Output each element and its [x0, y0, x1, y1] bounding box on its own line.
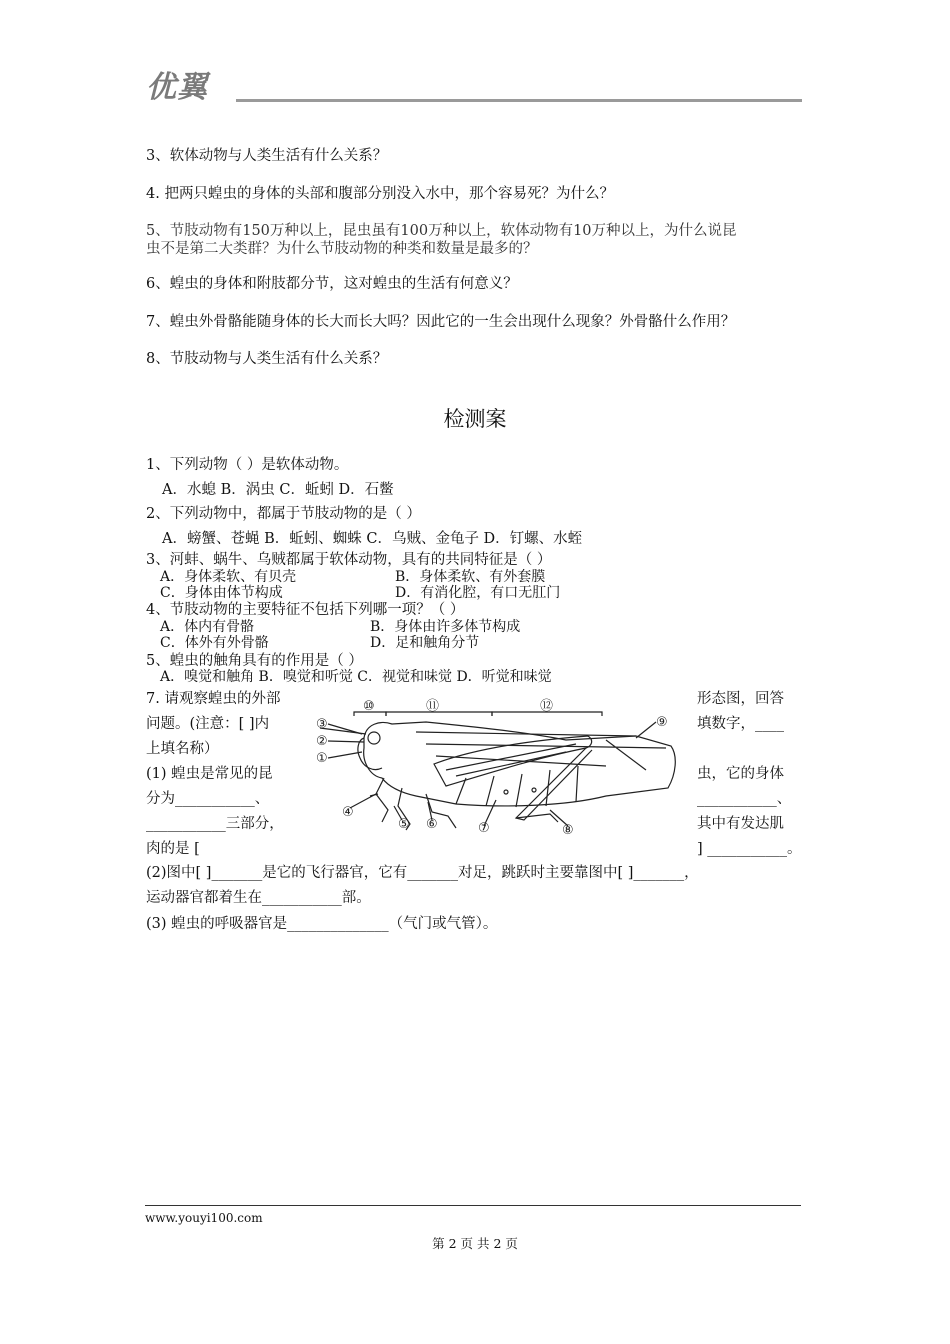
test-q7-left-2: 问题。(注意：[ ]内 — [146, 716, 270, 732]
study-question-6: 6、蝗虫的身体和附肢都分节，这对蝗虫的生活有何意义？ — [146, 276, 518, 292]
figure-label-11: ⑪ — [426, 699, 440, 714]
header-rule — [236, 99, 802, 102]
footer-rule — [145, 1205, 801, 1206]
study-question-4: 4. 把两只蝗虫的身体的头部和腹部分别没入水中，那个容易死？为什么？ — [146, 186, 614, 202]
test-q3-stem: 3、河蚌、蜗牛、乌贼都属于软体动物，具有的共同特征是（ ） — [146, 552, 552, 568]
test-q7-left-6: ___________三部分， — [146, 816, 284, 832]
test-q2-stem: 2、下列动物中，都属于节肢动物的是（ ） — [146, 506, 421, 522]
test-q7-right-7: ] ___________。 — [697, 841, 802, 857]
footer-page-number: 第 2 页 共 2 页 — [432, 1236, 518, 1251]
footer-url: www.youyi100.com — [145, 1211, 263, 1225]
test-q3-option-a: A．身体柔软、有贝壳 — [160, 569, 297, 585]
test-q7-right-2: 填数字，____ — [697, 716, 784, 732]
logo: 优翼 — [146, 70, 208, 105]
grasshopper-figure — [306, 696, 690, 844]
test-q3-option-b: B．身体柔软、有外套膜 — [395, 569, 546, 585]
test-q7-sub2-line1: (2)图中[ ]_______是它的飞行器官，它有_______对足，跳跃时主要靠图中[ ]_______， — [146, 865, 699, 881]
test-q1-options: A．水螅 B．涡虫 C．蚯蚓 D．石鳖 — [162, 482, 394, 498]
test-q4-option-a: A．体内有骨骼 — [160, 619, 255, 635]
figure-label-6: ⑥ — [426, 817, 438, 832]
test-q7-left-7: 肉的是 [ — [146, 841, 200, 857]
test-q4-option-c: C．体外有外骨骼 — [160, 635, 269, 651]
test-q4-stem: 4、节肢动物的主要特征不包括下列哪一项？（ ） — [146, 602, 465, 618]
test-q7-sub2-line2: 运动器官都着生在___________部。 — [146, 890, 371, 906]
figure-label-1: ① — [316, 751, 328, 766]
test-q7-right-5: ___________、 — [697, 791, 792, 807]
figure-label-5: ⑤ — [398, 817, 410, 832]
figure-label-9: ⑨ — [656, 715, 668, 730]
study-question-8: 8、节肢动物与人类生活有什么关系？ — [146, 351, 388, 367]
figure-label-2: ② — [316, 734, 328, 749]
test-q5-options: A．嗅觉和触角 B．嗅觉和听觉 C．视觉和味觉 D．听觉和味觉 — [160, 669, 552, 685]
test-q7-sub3: (3) 蝗虫的呼吸器官是______________（气门或气管）。 — [146, 916, 498, 932]
study-question-5-line1: 5、节肢动物有150万种以上，昆虫虽有100万种以上，软体动物有10万种以上，为什么说昆 — [146, 223, 737, 239]
test-q4-option-b: B．身体由许多体节构成 — [370, 619, 521, 635]
test-q7-left-1: 7. 请观察蝗虫的外部 — [146, 691, 281, 707]
test-q3-option-d: D．有消化腔，有口无肛门 — [395, 585, 561, 601]
test-q3-option-c: C．身体由体节构成 — [160, 585, 283, 601]
test-q2-options: A．螃蟹、苍蝇 B．蚯蚓、蜘蛛 C．乌贼、金龟子 D．钉螺、水蛭 — [162, 531, 583, 547]
test-q7-left-3: 上填名称） — [146, 741, 219, 757]
test-q7-right-1: 形态图，回答 — [697, 691, 784, 707]
study-question-5-line2: 虫不是第二大类群？为什么节肢动物的种类和数量是最多的？ — [146, 241, 538, 257]
test-q7-left-5: 分为___________、 — [146, 791, 270, 807]
test-q7-left-4: (1) 蝗虫是常见的昆 — [146, 766, 273, 782]
figure-label-3: ③ — [316, 717, 328, 732]
test-q7-right-6: 其中有发达肌 — [697, 816, 784, 832]
test-q7-right-4: 虫，它的身体 — [697, 766, 784, 782]
study-question-7: 7、蝗虫外骨骼能随身体的长大而长大吗？因此它的一生会出现什么现象？外骨骼什么作用？ — [146, 314, 736, 330]
test-q5-stem: 5、蝗虫的触角具有的作用是（ ） — [146, 653, 363, 669]
section-title: 检测案 — [443, 407, 507, 431]
figure-label-12: ⑫ — [540, 699, 554, 714]
test-q1-stem: 1、下列动物（ ）是软体动物。 — [146, 457, 349, 473]
figure-label-7: ⑦ — [478, 821, 490, 836]
figure-label-4: ④ — [342, 805, 354, 820]
figure-label-10: ⑩ — [363, 699, 375, 714]
study-question-3: 3、软体动物与人类生活有什么关系？ — [146, 148, 388, 164]
figure-label-8: ⑧ — [562, 823, 574, 838]
test-q4-option-d: D．足和触角分节 — [370, 635, 480, 651]
